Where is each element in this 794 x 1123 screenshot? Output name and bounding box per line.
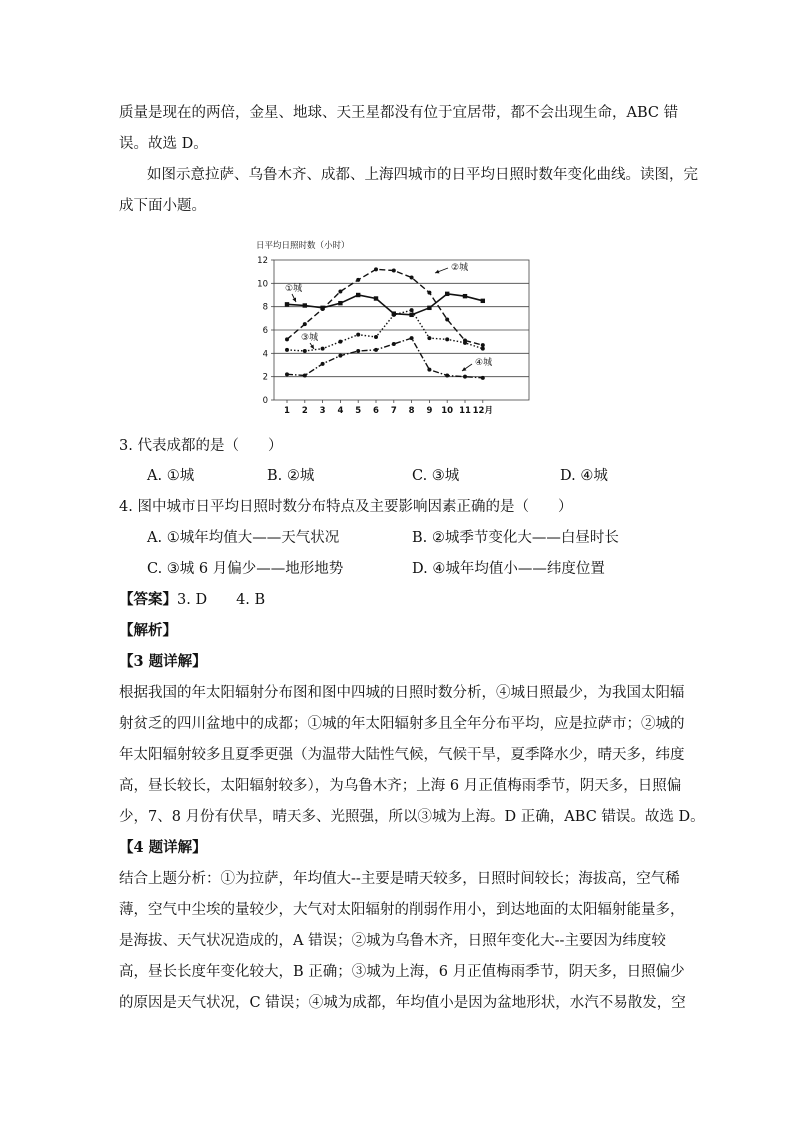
- x-tick-label: 10: [441, 406, 454, 416]
- x-tick-label: 6: [373, 406, 379, 416]
- x-tick-label: 7: [390, 406, 397, 416]
- x-tick-label: 5: [355, 406, 362, 416]
- data-point: [481, 347, 485, 351]
- data-point: [356, 349, 360, 353]
- y-tick-label: 8: [262, 302, 268, 313]
- detail4-label: 【4 题详解】: [119, 839, 207, 856]
- data-point: [303, 322, 307, 326]
- stem-line-2: 成下面小题。: [119, 198, 206, 214]
- data-point: [445, 337, 449, 341]
- detail4-line-1: 结合上题分析：①为拉萨，年均值大--主要是晴天较多，日照时间较长；海拔高，空气稀: [119, 871, 680, 887]
- q3-option-d: D. ④城: [560, 468, 608, 484]
- series-label-4: ④城: [475, 358, 493, 368]
- q3-option-b: B. ②城: [267, 468, 315, 484]
- data-point: [374, 348, 378, 352]
- y-tick-label: 4: [262, 349, 268, 360]
- sunshine-line-chart: [252, 238, 542, 420]
- series-line-3: [287, 310, 483, 351]
- data-point: [445, 318, 449, 322]
- data-point: [356, 278, 360, 282]
- x-tick-label: 9: [426, 406, 433, 416]
- q4-option-b: B. ②城季节变化大——白昼时长: [412, 530, 619, 546]
- analysis-label: 【解析】: [119, 622, 177, 639]
- data-point: [410, 308, 414, 312]
- q3-option-c: C. ③城: [412, 468, 460, 484]
- data-point: [321, 307, 325, 311]
- x-tick-label: 4: [337, 406, 344, 416]
- data-point: [392, 269, 396, 273]
- q4-option-a: A. ①城年均值大——天气状况: [147, 530, 340, 546]
- data-point: [356, 333, 360, 337]
- data-point: [463, 375, 467, 379]
- data-point: [445, 374, 449, 378]
- detail3-line-2: 射贫乏的四川盆地中的成都；①城的年太阳辐射多且全年分布平均，应是拉萨市；②城的: [119, 716, 685, 732]
- data-point: [285, 348, 289, 352]
- detail4-line-3: 是海拔、天气状况造成的，A 错误；②城为乌鲁木齐，日照年变化大--主要因为纬度较: [119, 933, 666, 949]
- data-point: [338, 290, 342, 294]
- detail3-line-4: 高，昼长较长，太阳辐射较多），为乌鲁木齐；上海 6 月正值梅雨季节，阴天多，日照偏: [119, 778, 682, 794]
- data-point: [481, 376, 485, 380]
- data-point: [481, 299, 485, 303]
- data-point: [356, 293, 360, 297]
- detail4-line-2: 薄，空气中尘埃的量较少，大气对太阳辐射的削弱作用小，到达地面的太阳辐射能量多，: [119, 902, 685, 918]
- y-tick-label: 6: [262, 326, 268, 336]
- intro-line-2: 误。故选 D。: [119, 136, 208, 152]
- y-tick-label: 0: [262, 396, 268, 406]
- y-axis-title: 日平均日照时数（小时）: [256, 241, 350, 251]
- data-point: [338, 354, 342, 358]
- answer-text: 3. D 4. B: [177, 592, 266, 608]
- detail3-line-3: 年太阳辐射较多且夏季更强（为温带大陆性气候，气候干旱，夏季降水少，晴天多，纬度: [119, 747, 685, 763]
- data-point: [374, 335, 378, 339]
- y-tick-label: 12: [257, 256, 268, 266]
- q3-option-a: A. ①城: [147, 468, 195, 484]
- series-line-1: [287, 294, 483, 315]
- data-point: [410, 336, 414, 340]
- q4-option-c: C. ③城 6 月偏少——地形地势: [147, 561, 344, 577]
- data-point: [463, 341, 467, 345]
- answer-label: 【答案】: [119, 591, 177, 608]
- data-point: [392, 342, 396, 346]
- data-point: [392, 313, 396, 317]
- q4-option-d: D. ④城年均值小——纬度位置: [412, 561, 605, 577]
- detail3-label: 【3 题详解】: [119, 653, 207, 670]
- series-label-2: ②城: [451, 263, 469, 273]
- data-point: [338, 340, 342, 344]
- answer-line: [119, 590, 265, 610]
- data-point: [409, 313, 413, 317]
- data-point: [285, 372, 289, 376]
- data-point: [427, 306, 431, 310]
- x-tick-label: 1: [284, 406, 290, 416]
- stem-line-1: 如图示意拉萨、乌鲁木齐、成都、上海四城市的日平均日照时数年变化曲线。读图，完: [147, 167, 698, 183]
- detail4-line-5: 的原因是天气状况，C 错误；④城为成都，年均值小是因为盆地形状，水汽不易散发，空: [119, 995, 686, 1011]
- data-point: [303, 374, 307, 378]
- data-point: [285, 302, 289, 306]
- data-point: [481, 343, 485, 347]
- data-point: [374, 267, 378, 271]
- x-tick-label: 2: [301, 406, 308, 416]
- data-point: [338, 301, 342, 305]
- data-point: [445, 292, 449, 296]
- data-point: [427, 291, 431, 295]
- series-arrowhead-3: [310, 345, 314, 349]
- x-tick-label: 3: [319, 406, 326, 416]
- q4-stem: 4. 图中城市日平均日照时数分布特点及主要影响因素正确的是（ ）: [119, 499, 573, 515]
- data-point: [321, 347, 325, 351]
- series-label-1: ①城: [285, 284, 303, 294]
- data-point: [374, 296, 378, 300]
- intro-line-1: 质量是现在的两倍，金星、地球、天王星都没有位于宜居带，都不会出现生命，ABC 错: [119, 105, 679, 121]
- series-label-3: ③城: [301, 333, 319, 343]
- y-tick-label: 10: [257, 279, 268, 290]
- x-tick-label: 8: [408, 406, 415, 416]
- data-point: [285, 337, 289, 341]
- data-point: [410, 276, 414, 280]
- data-point: [427, 368, 431, 372]
- data-point: [427, 336, 431, 340]
- data-point: [303, 349, 307, 353]
- series-arrowhead-4: [462, 367, 466, 371]
- detail4-line-4: 高，昼长长度年变化较大，B 正确；③城为上海，6 月正值梅雨季节，阴天多，日照偏少: [119, 964, 685, 980]
- data-point: [463, 294, 467, 298]
- detail3-line-1: 根据我国的年太阳辐射分布图和图中四城的日照时数分析，④城日照最少，为我国太阳辐: [119, 685, 685, 701]
- data-point: [303, 303, 307, 307]
- detail3-line-5: 少，7、8 月份有伏旱，晴天多、光照强，所以③城为上海。D 正确，ABC 错误。故选 D。: [119, 809, 705, 825]
- q3-stem: 3. 代表成都的是（ ）: [119, 438, 283, 454]
- x-tick-label: 11: [459, 406, 471, 416]
- series-line-4: [287, 338, 483, 378]
- x-tick-label: 12月: [472, 406, 493, 416]
- data-point: [321, 362, 325, 366]
- y-tick-label: 2: [262, 372, 268, 383]
